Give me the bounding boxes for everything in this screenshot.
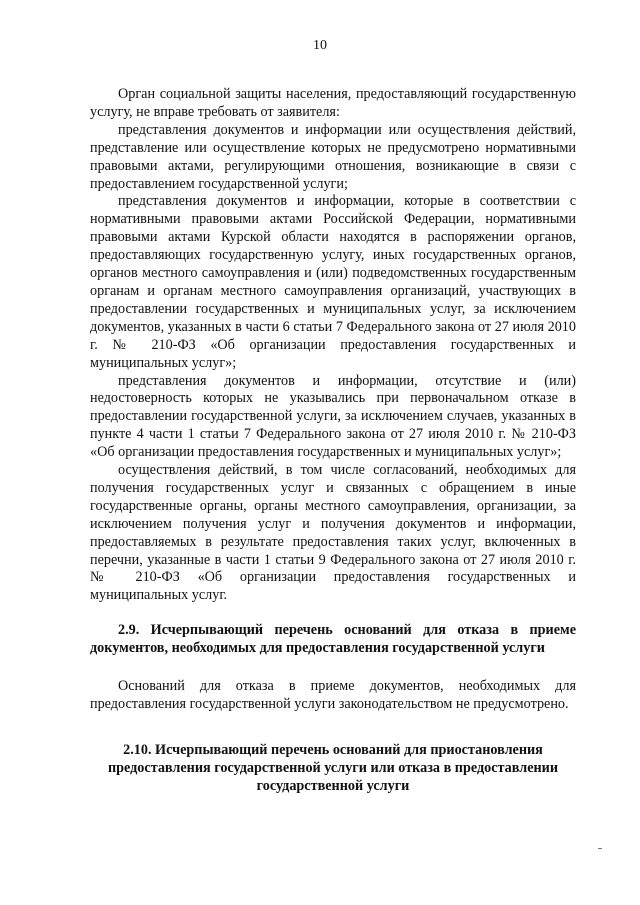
paragraph-no-grounds: Оснований для отказа в приеме документов, необходимых для предоставления государственной услуги законодательством не предусмотрено. <box>90 678 576 712</box>
paragraph-requirement-1: представления документов и информации или осуществления действий, представление или осуществление которых не предусмотрено нормативными правовыми актами, регулирующими отношения, возникающие в связи с предоставлением государственной услуги; <box>90 121 576 192</box>
paragraph-intro: Орган социальной защиты населения, предоставляющий государственную услугу, не вправе требовать от заявителя: <box>90 86 576 120</box>
section-heading-2-10: 2.10. Исчерпывающий перечень оснований для приостановления предоставления государственной услуги или отказа в предоставлении государственной услуги <box>107 741 559 794</box>
paragraph-requirement-2: представления документов и информации, которые в соответствии с нормативными правовыми актами Российской Федерации, нормативными правовыми актами Курской области находятся в распоряжении органов, предоставляющих государственную услугу, иных государственных органов, органов местного самоуправления и (или) подведомственных государственным органам и органам местного самоуправления организаций, участвующих в предоставлении государственных и муниципальных услуг, за исключением документов, указанных в части 6 статьи 7 Федерального закона от 27 июля 2010 г. № 210-ФЗ «Об организации предоставления государственных и муниципальных услуг»; <box>90 193 576 371</box>
scan-mark <box>598 848 602 849</box>
document-body <box>90 86 576 796</box>
paragraph-requirement-4: осуществления действий, в том числе согласований, необходимых для получения государственных услуг и связанных с обращением в иные государственные органы, органы местного самоуправления, организации, за исключением получения услуг и получения документов и информации, предоставляемых в результате предоставления таких услуг, включенных в перечни, указанные в части 1 статьи 9 Федерального закона от 27 июля 2010 г. № 210-ФЗ «Об организации предоставления государственных и муниципальных услуг. <box>90 462 576 604</box>
paragraph-requirement-3: представления документов и информации, отсутствие и (или) недостоверность которых не указывались при первоначальном отказе в предоставлении государственной услуги, за исключением случаев, указанных в пункте 4 части 1 статьи 7 Федерального закона от 27 июля 2010 г. № 210-ФЗ «Об организации предоставления государственных и муниципальных услуг»; <box>90 372 576 461</box>
page-number: 10 <box>313 38 327 53</box>
section-heading-2-9: 2.9. Исчерпывающий перечень оснований для отказа в приеме документов, необходимых для предоставления государственной услуги <box>90 622 576 657</box>
